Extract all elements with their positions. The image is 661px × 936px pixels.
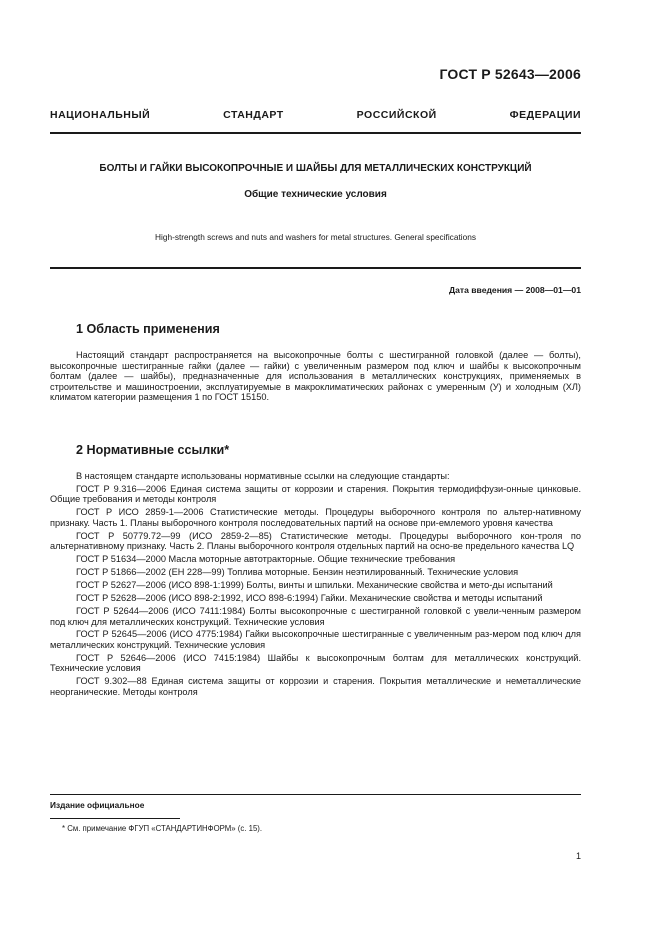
section-2-heading: 2 Нормативные ссылки*: [76, 443, 230, 457]
official-edition-label: Издание официальное: [50, 800, 145, 810]
page-number: 1: [575, 851, 581, 861]
reference-item: ГОСТ Р 50779.72—99 (ИСО 2859-2—85) Статистические методы. Процедуры выборочного кон-троля по альтернативному признаку. Часть 2. Планы выборочного контроля отдельных партий на осно-ве предельного качества LQ: [50, 530, 581, 552]
section-1-paragraph: Настоящий стандарт распространяется на высокопрочные болты с шестигранной головкой (далее — болты), высокопрочные шестигранные гайки (далее — гайки) с увеличенным размером под ключ и шайбы к высокопрочным болтам (далее — шайбы), предназначенные для использования в металлических конструкциях, применяемых в строительстве и машиностроении, эксплуатируемые в макроклиматических районах с умеренным (У) и холодным (ХЛ) климатом категории размещения 1 по ГОСТ 15150.: [50, 350, 581, 403]
top-divider: [50, 132, 581, 134]
title-divider: [50, 267, 581, 269]
reference-item: ГОСТ Р 52628—2006 (ИСО 898-2:1992, ИСО 898-6:1994) Гайки. Механические свойства и методы испытаний: [76, 593, 543, 604]
reference-item: ГОСТ Р ИСО 2859-1—2006 Статистические методы. Процедуры выборочного контроля по альтер-нативному признаку. Часть 1. Планы выборочного контроля последовательных партий на основе при-емлемого уровня качества: [50, 507, 581, 528]
reference-item: ГОСТ Р 52645—2006 (ИСО 4775:1984) Гайки высокопрочные шестигранные с увеличенным раз-мером под ключ для металлических конструкций. Технические условия: [50, 629, 581, 650]
reference-item: ГОСТ Р 52644—2006 (ИСО 7411:1984) Болты высокопрочные с шестигранной головкой с увели-ченным размером под ключ для металлических конструкций. Технические условия: [50, 605, 581, 627]
reference-item: ГОСТ Р 51866—2002 (ЕН 228—99) Топлива моторные. Бензин неэтилированный. Технические условия: [76, 567, 519, 578]
reference-item: ГОСТ Р 51634—2000 Масла моторные автотракторные. Общие технические требования: [76, 554, 456, 565]
introduction-date: Дата введения — 2008—01—01: [448, 285, 581, 295]
footer-divider: [50, 794, 581, 795]
normative-references: [50, 471, 581, 700]
reference-item: ГОСТ Р 52646—2006 (ИСО 7415:1984) Шайбы к высокопрочным болтам для металлических конструкций. Технические условия: [50, 652, 581, 674]
footnote: * См. примечание ФГУП «СТАНДАРТИНФОРМ» (с. 15).: [62, 824, 263, 833]
english-title: High-strength screws and nuts and washers for metal structures. General specifications: [155, 232, 476, 242]
national-standard-banner: НАЦИОНАЛЬНЫЙ СТАНДАРТ РОССИЙСКОЙ ФЕДЕРАЦИИ: [50, 109, 581, 121]
references-intro: В настоящем стандарте использованы нормативные ссылки на следующие стандарты:: [76, 471, 450, 481]
document-subtitle: Общие технические условия: [244, 189, 387, 200]
reference-item: ГОСТ Р 52627—2006 (ИСО 898-1:1999) Болты, винты и шпильки. Механические свойства и мето-ды испытаний: [76, 580, 553, 591]
reference-item: ГОСТ 9.302—88 Единая система защиты от коррозии и старения. Покрытия металлические и неметаллические неорганические. Методы контроля: [50, 676, 581, 697]
footnote-rule: [50, 818, 180, 819]
reference-item: ГОСТ Р 9.316—2006 Единая система защиты от коррозии и старения. Покрытия термодиффузи-онные цинковые. Общие требования и методы контроля: [50, 483, 581, 505]
document-number: ГОСТ Р 52643—2006: [439, 66, 581, 82]
section-1-heading: 1 Область применения: [76, 322, 220, 336]
document-title: БОЛТЫ И ГАЙКИ ВЫСОКОПРОЧНЫЕ И ШАЙБЫ ДЛЯ МЕТАЛЛИЧЕСКИХ КОНСТРУКЦИЙ: [99, 163, 532, 174]
